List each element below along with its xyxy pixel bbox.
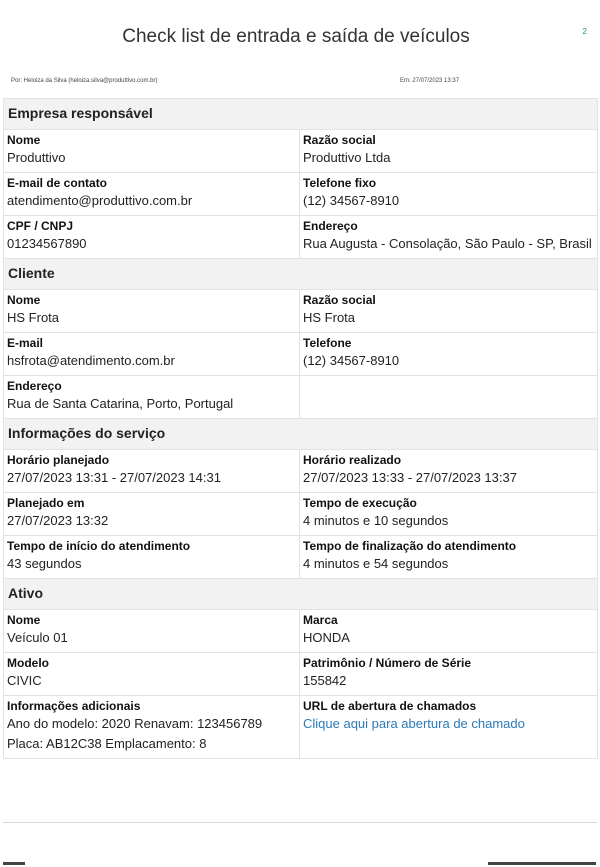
- section-title: Empresa responsável: [4, 99, 598, 130]
- field-cell: [300, 493, 598, 536]
- field-cell: [4, 173, 300, 216]
- field-label: Tempo de início do atendimento: [7, 539, 191, 553]
- table-row: [4, 376, 598, 419]
- footer-divider: [3, 822, 597, 823]
- section-empresa: [4, 99, 598, 130]
- field-value: 01234567890: [7, 236, 87, 251]
- field-value: Rua Augusta - Consolação, São Paulo - SP, Brasil: [303, 236, 592, 251]
- field-cell: [4, 536, 300, 579]
- field-label: Telefone fixo: [303, 176, 377, 190]
- table-row: [4, 130, 598, 173]
- table-row: [4, 216, 598, 259]
- field-cell: [300, 216, 598, 259]
- field-label: Tempo de execução: [303, 496, 417, 510]
- field-cell: [300, 450, 598, 493]
- field-label: Marca: [303, 613, 338, 627]
- field-value: 4 minutos e 54 segundos: [303, 556, 449, 571]
- field-value: HONDA: [303, 630, 350, 645]
- table-row: [4, 333, 598, 376]
- field-label: Endereço: [7, 379, 62, 393]
- field-cell: [300, 333, 598, 376]
- checklist-table: [3, 98, 598, 759]
- field-cell: [4, 130, 300, 173]
- section-title: Informações do serviço: [4, 419, 598, 450]
- field-value: HS Frota: [303, 310, 356, 325]
- field-cell: [300, 653, 598, 696]
- field-cell: [4, 450, 300, 493]
- field-value: hsfrota@atendimento.com.br: [7, 353, 175, 368]
- date-line: Em: 27/07/2023 13:37: [400, 78, 460, 84]
- field-cell: [4, 290, 300, 333]
- field-label: Razão social: [303, 293, 376, 307]
- field-cell: [300, 610, 598, 653]
- field-label: Modelo: [7, 656, 49, 670]
- field-value: Produttivo Ltda: [303, 150, 391, 165]
- field-label: Horário realizado: [303, 453, 402, 467]
- field-value: Veículo 01: [7, 630, 68, 645]
- field-label: Nome: [7, 613, 41, 627]
- field-label: Nome: [7, 293, 41, 307]
- empty-cell: [300, 376, 598, 419]
- field-label: CPF / CNPJ: [7, 219, 74, 233]
- field-label: E-mail: [7, 336, 44, 350]
- field-cell: [4, 333, 300, 376]
- field-cell: [300, 290, 598, 333]
- field-label: Patrimônio / Número de Série: [303, 656, 472, 670]
- table-row: [4, 493, 598, 536]
- field-cell: [4, 653, 300, 696]
- field-cell: [4, 493, 300, 536]
- field-cell: [4, 216, 300, 259]
- field-value: 4 minutos e 10 segundos: [303, 513, 449, 528]
- field-value: 155842: [303, 673, 347, 688]
- table-row: [4, 173, 598, 216]
- section-servico: [4, 419, 598, 450]
- field-value: 27/07/2023 13:33 - 27/07/2023 13:37: [303, 470, 517, 485]
- section-cliente: [4, 259, 598, 290]
- field-value: Produttivo: [7, 150, 66, 165]
- author-line: Por: Heloiza da Silva (heloiza.silva@produttivo.com.br): [11, 78, 158, 84]
- field-label: Tempo de finalização do atendimento: [303, 539, 517, 553]
- field-label: E-mail de contato: [7, 176, 108, 190]
- footer-text-fragment: [3, 862, 25, 865]
- page-title: Check list de entrada e saída de veículos: [122, 26, 470, 47]
- field-value: 27/07/2023 13:32: [7, 513, 109, 528]
- field-label: Informações adicionais: [7, 699, 141, 713]
- field-label: Planejado em: [7, 496, 85, 510]
- field-label: Telefone: [303, 336, 352, 350]
- field-value: 27/07/2023 13:31 - 27/07/2023 14:31: [7, 470, 221, 485]
- field-value: Ano do modelo: 2020 Renavam: 123456789 Placa: AB12C38 Emplacamento: 8: [7, 716, 263, 751]
- field-cell: [300, 536, 598, 579]
- field-value: Rua de Santa Catarina, Porto, Portugal: [7, 396, 234, 411]
- table-row: [4, 653, 598, 696]
- table-row: [4, 610, 598, 653]
- field-label: Endereço: [303, 219, 358, 233]
- section-title: Ativo: [4, 579, 598, 610]
- field-cell: [4, 696, 300, 759]
- field-label: Horário planejado: [7, 453, 110, 467]
- table-row: [4, 536, 598, 579]
- section-ativo: [4, 579, 598, 610]
- field-cell: [300, 173, 598, 216]
- open-ticket-link[interactable]: Clique aqui para abertura de chamado: [303, 716, 525, 731]
- field-value: 43 segundos: [7, 556, 82, 571]
- field-value: atendimento@produttivo.com.br: [7, 193, 193, 208]
- field-label: Nome: [7, 133, 41, 147]
- footer-text-fragment: [488, 862, 596, 865]
- field-value: HS Frota: [7, 310, 60, 325]
- field-value: (12) 34567-8910: [303, 193, 400, 208]
- table-row: [4, 696, 598, 759]
- page-number: 2: [582, 27, 587, 36]
- field-cell: [4, 376, 300, 419]
- section-title: Cliente: [4, 259, 598, 290]
- field-value: CIVIC: [7, 673, 42, 688]
- field-label: Razão social: [303, 133, 376, 147]
- table-row: [4, 290, 598, 333]
- field-cell: [300, 696, 598, 759]
- table-row: [4, 450, 598, 493]
- field-cell: [300, 130, 598, 173]
- field-cell: [4, 610, 300, 653]
- field-value: (12) 34567-8910: [303, 353, 400, 368]
- field-label: URL de abertura de chamados: [303, 699, 477, 713]
